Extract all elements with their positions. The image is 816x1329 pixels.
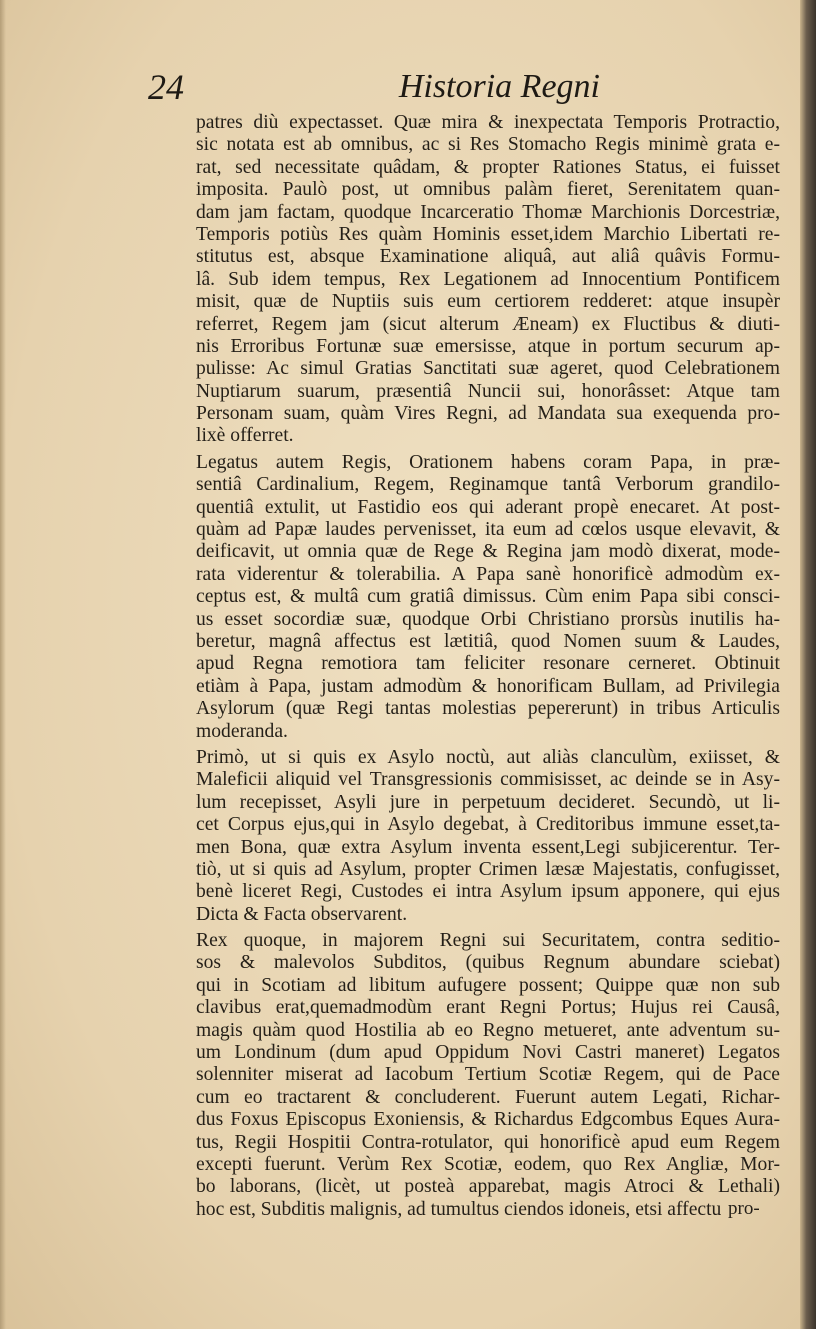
text-line: qui in Scotiam ad libitum aufugere possent; Quippe quæ non sub xyxy=(196,974,780,996)
text-line: pulisse: Ac simul Gratias Sanctitati suæ ageret, quod Celebrationem xyxy=(196,358,780,380)
text-line: um Londinum (dum apud Oppidum Novi Castri maneret) Legatos xyxy=(196,1042,780,1064)
text-line: cet Corpus ejus,qui in Asylo degebat, à Creditoribus immune esset,ta- xyxy=(196,814,780,836)
paragraph xyxy=(196,930,780,1221)
running-head: Historia Regni xyxy=(398,68,600,105)
text-line: quentiâ extulit, ut Fastidio eos qui aderant propè enecaret. At post- xyxy=(196,496,780,518)
text-line: Primò, ut si quis ex Asylo noctù, aut aliàs clanculùm, exiisset, & xyxy=(196,746,780,768)
text-line: benè liceret Regi, Custodes ei intra Asylum ipsum apponere, qui ejus xyxy=(196,881,780,903)
text-line: solenniter miserat ad Iacobum Tertium Scotiæ Regem, qui de Pace xyxy=(196,1064,780,1086)
text-line: magis quàm quod Hostilia ab eo Regno metueret, ante adventum su- xyxy=(196,1019,780,1041)
page-gutter-shadow xyxy=(0,0,6,1329)
paragraph xyxy=(196,112,780,448)
paragraph xyxy=(196,452,780,743)
text-line: us esset socordiæ suæ, quodque Orbi Christiano prorsùs inutilis ha- xyxy=(196,608,780,630)
text-line: lum recepisset, Asyli jure in perpetuum decideret. Secundò, ut li- xyxy=(196,791,780,813)
text-line: Nuptiarum suarum, præsentiâ Nuncii sui, honorâsset: Atque tam xyxy=(196,380,780,402)
text-line: stitutus est, absque Examinatione aliquâ, aut aliâ quâvis Formu- xyxy=(196,246,780,268)
text-line: quàm ad Papæ laudes pervenisset, ita eum ad cœlos usque elevavit, & xyxy=(196,519,780,541)
text-line: clavibus erat,quemadmodùm erant Regni Portus; Hujus rei Causâ, xyxy=(196,997,780,1019)
text-line: Asylorum (quæ Regi tantas molestias pepererunt) in tribus Articulis xyxy=(196,698,780,720)
text-line: sos & malevolos Subditos, (quibus Regnum abundare sciebat) xyxy=(196,952,780,974)
text-line: etiàm à Papa, justam admodùm & honorificam Bullam, ad Privilegia xyxy=(196,675,780,697)
text-line: misit, quæ de Nuptiis suis eum certiorem redderet: atque insupèr xyxy=(196,291,780,313)
text-line: moderanda. xyxy=(196,720,288,742)
page-header xyxy=(148,66,600,114)
page-number: 24 xyxy=(148,67,184,107)
text-line: apud Regna remotiora tam feliciter resonare cerneret. Obtinuit xyxy=(196,653,780,675)
text-line: Maleficii aliquid vel Transgressionis commisisset, ac deinde se in Asy- xyxy=(196,769,780,791)
text-line: Legatus autem Regis, Orationem habens coram Papa, in præ- xyxy=(196,451,780,473)
text-line: referret, Regem jam (sicut alterum Æneam) ex Fluctibus & diuti- xyxy=(196,313,780,335)
text-line: tus, Regii Hospitii Contra-rotulator, qui honorificè apud eum Regem xyxy=(196,1131,780,1153)
text-line: patres diù expectasset. Quæ mira & inexpectata Temporis Protractio, xyxy=(196,112,780,133)
text-line: tiò, ut si quis ad Asylum, propter Crimen læsæ Majestatis, confugisset, xyxy=(196,858,780,880)
text-line: sentiâ Cardinalium, Regem, Reginamque tantâ Verborum grandilo- xyxy=(196,474,780,496)
text-line: Personam suam, quàm Vires Regni, ad Mandata sua exequenda pro- xyxy=(196,403,780,425)
text-line: men Bona, quæ extra Asylum inventa essent,Legi subjicerentur. Ter- xyxy=(196,836,780,858)
text-line: Rex quoque, in majorem Regni sui Securitatem, contra seditio- xyxy=(196,930,780,952)
book-edge xyxy=(800,0,816,1329)
catchword: pro- xyxy=(728,1198,760,1219)
body-text xyxy=(196,112,780,1221)
text-line: imposita. Paulò post, ut omnibus palàm fieret, Serenitatem quan- xyxy=(196,179,780,201)
text-line: bo laborans, (licèt, ut posteà apparebat, magis Atroci & Lethali) xyxy=(196,1176,780,1198)
text-line: dus Foxus Episcopus Exoniensis, & Richardus Edgcombus Eques Aura- xyxy=(196,1109,780,1131)
text-line: cum eo tractarent & concluderent. Fuerunt autem Legati, Richar- xyxy=(196,1086,780,1108)
text-line: hoc est, Subditis malignis, ad tumultus ciendos idoneis, etsi affectu xyxy=(196,1198,722,1220)
text-line: beretur, magnâ affectus est lætitiâ, quod Nomen suum & Laudes, xyxy=(196,630,780,652)
text-line: lâ. Sub idem tempus, Rex Legationem ad Innocentium Pontificem xyxy=(196,268,780,290)
text-line: sic notata est ab omnibus, ac si Res Stomacho Regis minimè grata e- xyxy=(196,134,780,156)
text-line: lixè offerret. xyxy=(196,425,294,447)
text-line: Dicta & Facta observarent. xyxy=(196,903,408,925)
paragraph xyxy=(196,747,780,926)
text-line: excepti fuerunt. Verùm Rex Scotiæ, eodem, quo Rex Angliæ, Mor- xyxy=(196,1153,780,1175)
text-line: dam jam factam, quodque Incarceratio Thomæ Marchionis Dorcestriæ, xyxy=(196,201,780,223)
text-line: rata viderentur & tolerabilia. A Papa sanè honorificè admodùm ex- xyxy=(196,563,780,585)
text-line: Temporis potiùs Res quàm Hominis esset,idem Marchio Libertati re- xyxy=(196,223,780,245)
text-line: rat, sed necessitate quâdam, & propter Rationes Status, ei fuisset xyxy=(196,156,780,178)
text-line: nis Erroribus Fortunæ suæ emersisse, atque in portum securum ap- xyxy=(196,335,780,357)
text-line: ceptus est, & multâ cum gratiâ dimissus. Cùm enim Papa sibi consci- xyxy=(196,586,780,608)
text-line: deificavit, ut omnia quæ de Rege & Regina jam modò dixerat, mode- xyxy=(196,541,780,563)
